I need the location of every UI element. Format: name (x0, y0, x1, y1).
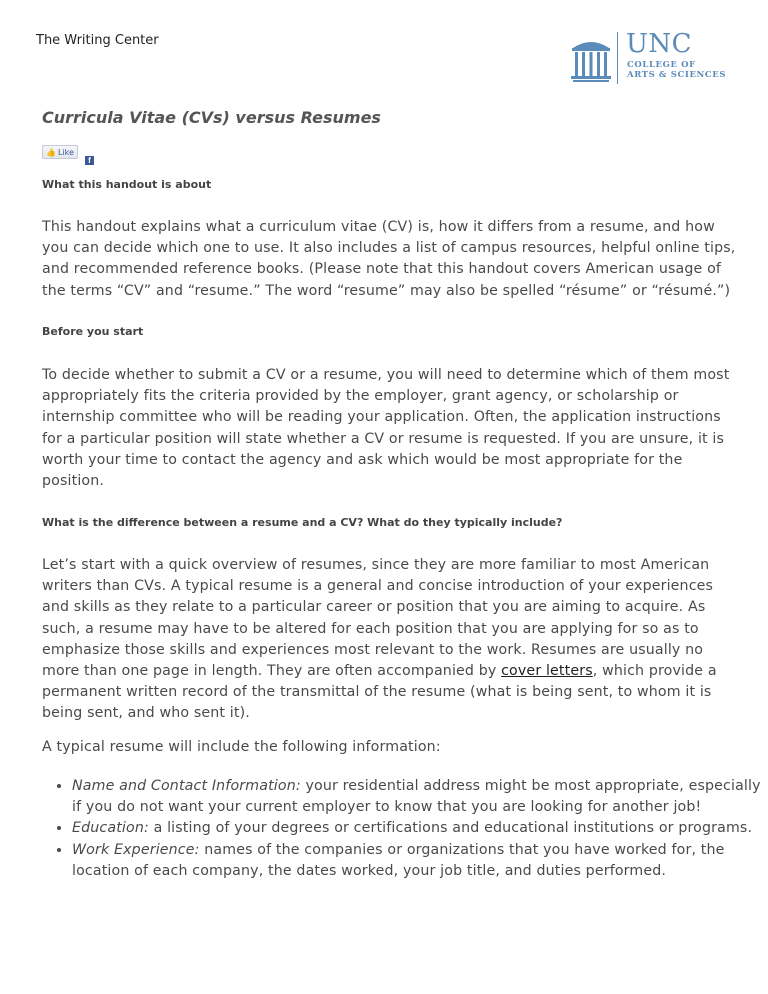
facebook-icon[interactable]: f (85, 156, 94, 165)
resume-info-list (42, 776, 762, 882)
logo-unc-text: UNC (626, 29, 693, 59)
facebook-like-button[interactable] (42, 145, 78, 159)
heading-difference: What is the difference between a resume and a CV? What do they typically include? (42, 516, 563, 529)
list-item (72, 776, 762, 818)
page-title: Curricula Vitae (CVs) versus Resumes (42, 108, 381, 127)
heading-about: What this handout is about (42, 178, 212, 191)
paragraph-typical-intro: A typical resume will include the following information: (42, 739, 441, 755)
difference-text-start: Let’s start with a quick overview of resumes, since they are more familiar to most American writers than CVs. A typical resume is a general and concise introduction of your experiences and skills as they relate to a particular career or position that you are aiming to acquire. As such, a resume may have to be altered for each position that you are applying for so as to emphasize those skills and experiences most relevant to the work. Resumes are usually no more than one page in length. They are often accompanied by (42, 557, 714, 680)
like-label: Like (57, 148, 74, 157)
list-item-label: Education: (72, 820, 149, 837)
old-well-icon (570, 34, 612, 84)
paragraph-about: This handout explains what a curriculum vitae (CV) is, how it differs from a resume, and how you can decide which one to use. It also includes a list of campus resources, helpful online tips, and recommended reference books. (Please note that this handout covers American usage of the terms “CV” and “resume.” The word “resume” may also be spelled “résume” or “résumé.”) (42, 219, 736, 299)
difference-text-end: , which provide a permanent written record of the transmittal of the resume (what is being sent, to whom it is being sent, and who sent it). (42, 663, 717, 722)
site-name: The Writing Center (36, 33, 159, 48)
unc-logo[interactable] (570, 30, 735, 88)
logo-line-1: COLLEGE OF (627, 60, 696, 70)
list-item-text: a listing of your degrees or certifications and educational institutions or programs. (148, 820, 753, 837)
logo-college-text (627, 60, 726, 80)
paragraph-difference (42, 555, 742, 725)
list-item-text: names of the companies or organizations that you have worked for, the location of each company, the dates worked, your job title, and duties performed. (72, 841, 725, 879)
list-item (72, 840, 762, 882)
list-item (72, 818, 762, 839)
list-item-label: Work Experience: (72, 841, 200, 858)
paragraph-before: To decide whether to submit a CV or a resume, you will need to determine which of them most appropriately fits the criteria provided by the employer, grant agency, or scholarship or internship committee who will be reading your application. Often, the application instructions for a particular position will state whether a CV or resume is requested. If you are unsure, it is worth your time to contact the agency and ask which would be most appropriate for the position. (42, 367, 730, 490)
logo-line-2: ARTS & SCIENCES (627, 70, 727, 80)
cover-letters-link[interactable]: cover letters (501, 663, 593, 680)
list-item-label: Name and Contact Information: (72, 778, 301, 794)
logo-divider (617, 32, 618, 84)
thumbs-up-icon: 👍 (46, 148, 56, 157)
heading-before: Before you start (42, 325, 144, 338)
list-item-text: your residential address might be most appropriate, especially if you do not want your current employer to know that you are looking for another job! (72, 778, 761, 816)
